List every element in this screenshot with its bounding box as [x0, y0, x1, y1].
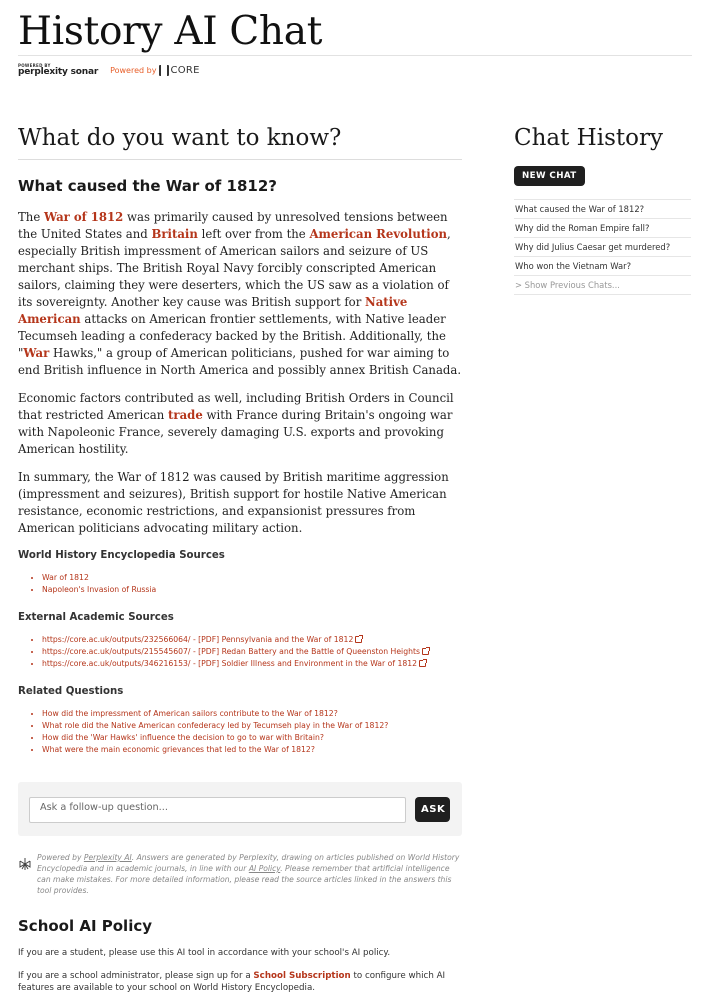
external-link-icon [355, 636, 362, 643]
core-logo[interactable] [110, 65, 200, 76]
chat-history-item[interactable]: Why did the Roman Empire fall? [514, 219, 691, 238]
disclaimer-mid: . Answers are generated by Perplexity, drawing on articles published on World History Encyclopedia and in academic journals, in line with our [37, 853, 460, 873]
ai-disclaimer [18, 852, 462, 896]
new-chat-button[interactable]: NEW CHAT [514, 166, 585, 186]
related-question-link[interactable]: What were the main economic grievances that led to the War of 1812? [42, 745, 315, 754]
external-sources-list [18, 634, 462, 670]
question-title: What caused the War of 1812? [18, 177, 277, 195]
perplexity-icon [18, 857, 32, 871]
disclaimer-pre: Powered by [37, 853, 84, 862]
list-item [42, 732, 462, 744]
answer-p1-link[interactable]: War of 1812 [43, 210, 124, 224]
whe-sources-list [18, 572, 462, 596]
school-subscription-link[interactable]: School Subscription [253, 971, 351, 981]
admin-policy-post: to configure which AI features are available to your school on World History Encyclopedia. [18, 971, 446, 993]
related-questions-heading: Related Questions [18, 686, 124, 697]
core-label: CORE [170, 64, 200, 76]
answer-p1-text: The [18, 210, 44, 224]
ask-button[interactable]: ASK [415, 797, 450, 822]
chat-history-item[interactable]: What caused the War of 1812? [514, 200, 691, 219]
powered-by-label: Powered by [110, 65, 157, 75]
perplexity-ai-link[interactable]: Perplexity AI [83, 853, 132, 862]
answer-paragraph-2 [18, 390, 462, 458]
whe-source-link[interactable]: War of 1812 [42, 573, 89, 582]
answer-p1-text: left over from the [197, 227, 310, 241]
student-policy-text: If you are a student, please use this AI tool in accordance with your school's AI policy. [18, 948, 391, 958]
disclaimer-post: . Please remember that artificial intelligence can make mistakes. For more detailed information, please read the source articles linked in the answers this tool provides. [37, 864, 452, 895]
answer-p1-text: Hawks," a group of American politicians, pushed for war aiming to end British influence in North America and possibly annex British Canada. [18, 346, 462, 377]
powered-by-small-label: POWERED BY [18, 62, 51, 68]
chat-history-list [514, 199, 691, 295]
answer-p2-text: with France during Britain's ongoing war with Napoleonic France, severely damaging U.S. exports and provoking American hostility. [18, 408, 453, 456]
chat-history-sidebar [514, 122, 691, 295]
external-link-icon [419, 660, 426, 667]
answer-body [18, 209, 462, 537]
disclaimer-text [37, 852, 462, 896]
whe-sources-heading: World History Encyclopedia Sources [18, 550, 225, 561]
list-item [42, 634, 462, 646]
answer-p1-text: attacks on American frontier settlements, with Native leader Tecumseh leading a confederacy backed by the British. Additionally, the " [18, 312, 446, 360]
whe-source-link[interactable]: Napoleon's Invasion of Russia [42, 585, 157, 594]
perplexity-sonar-logo[interactable] [18, 64, 98, 77]
answer-p1-link[interactable]: Native American [18, 295, 408, 326]
list-item [42, 646, 462, 658]
list-item [42, 744, 462, 756]
list-item [42, 572, 462, 584]
answer-p2-link[interactable]: trade [168, 408, 203, 422]
answer-p1-text: , especially British impressment of American sailors and seizure of US merchant ships. The British Royal Navy forcibly conscripted American sailors, claiming they were deserters, which the US saw as a violation of its sovereignty. Another key cause was British support for [18, 227, 451, 309]
list-item [42, 708, 462, 720]
core-icon [159, 65, 169, 76]
admin-policy-pre: If you are a school administrator, please sign up for a [18, 971, 254, 981]
powered-by-row [18, 61, 200, 79]
chat-history-item[interactable]: Why did Julius Caesar get murdered? [514, 238, 691, 257]
ai-policy-link[interactable]: AI Policy [248, 864, 281, 873]
followup-input[interactable] [29, 797, 406, 823]
external-link-icon [422, 648, 429, 655]
show-previous-chats-link[interactable]: > Show Previous Chats... [514, 276, 691, 295]
external-sources-heading: External Academic Sources [18, 612, 174, 623]
chat-history-heading: Chat History [514, 125, 663, 151]
list-item [42, 720, 462, 732]
admin-policy-text [18, 970, 462, 994]
school-policy-heading: School AI Policy [18, 917, 153, 935]
related-questions-list [18, 708, 462, 756]
answer-p1-link[interactable]: War [23, 346, 50, 360]
site-title: History AI Chat [18, 9, 323, 54]
heading-divider [18, 159, 462, 160]
list-item [42, 584, 462, 596]
title-divider [18, 55, 692, 56]
ask-heading: What do you want to know? [18, 125, 342, 151]
answer-p1-text: was primarily caused by unresolved tensions between the United States and [18, 210, 448, 241]
answer-p1-link[interactable]: American Revolution [309, 227, 447, 241]
main-content [18, 122, 462, 994]
answer-paragraph-1 [18, 209, 462, 379]
related-question-link[interactable]: How did the impressment of American sailors contribute to the War of 1812? [42, 709, 338, 718]
external-source-link[interactable]: https://core.ac.uk/outputs/232566064/ - [PDF] Pennsylvania and the War of 1812 [42, 635, 354, 644]
external-source-link[interactable]: https://core.ac.uk/outputs/346216153/ - [PDF] Soldier Illness and Environment in the War of 1812 [42, 659, 418, 668]
chat-history-item[interactable]: Who won the Vietnam War? [514, 257, 691, 276]
related-question-link[interactable]: How did the 'War Hawks' influence the decision to go to war with Britain? [42, 733, 324, 742]
answer-p1-link[interactable]: Britain [151, 227, 198, 241]
related-question-link[interactable]: What role did the Native American confederacy led by Tecumseh play in the War of 1812? [42, 721, 389, 730]
answer-paragraph-3: In summary, the War of 1812 was caused by British maritime aggression (impressment and seizures), British support for hostile Native American resistance, economic restrictions, and expansionist pressures from American politicians advocating military action. [18, 470, 449, 535]
answer-p2-text: Economic factors contributed as well, including British Orders in Council that restricted American [18, 391, 454, 422]
followup-form [18, 782, 462, 836]
external-source-link[interactable]: https://core.ac.uk/outputs/215545607/ - [PDF] Redan Battery and the Battle of Queenston Heights [42, 647, 420, 656]
list-item [42, 658, 462, 670]
perplexity-sonar-label: perplexity sonar [18, 66, 99, 77]
